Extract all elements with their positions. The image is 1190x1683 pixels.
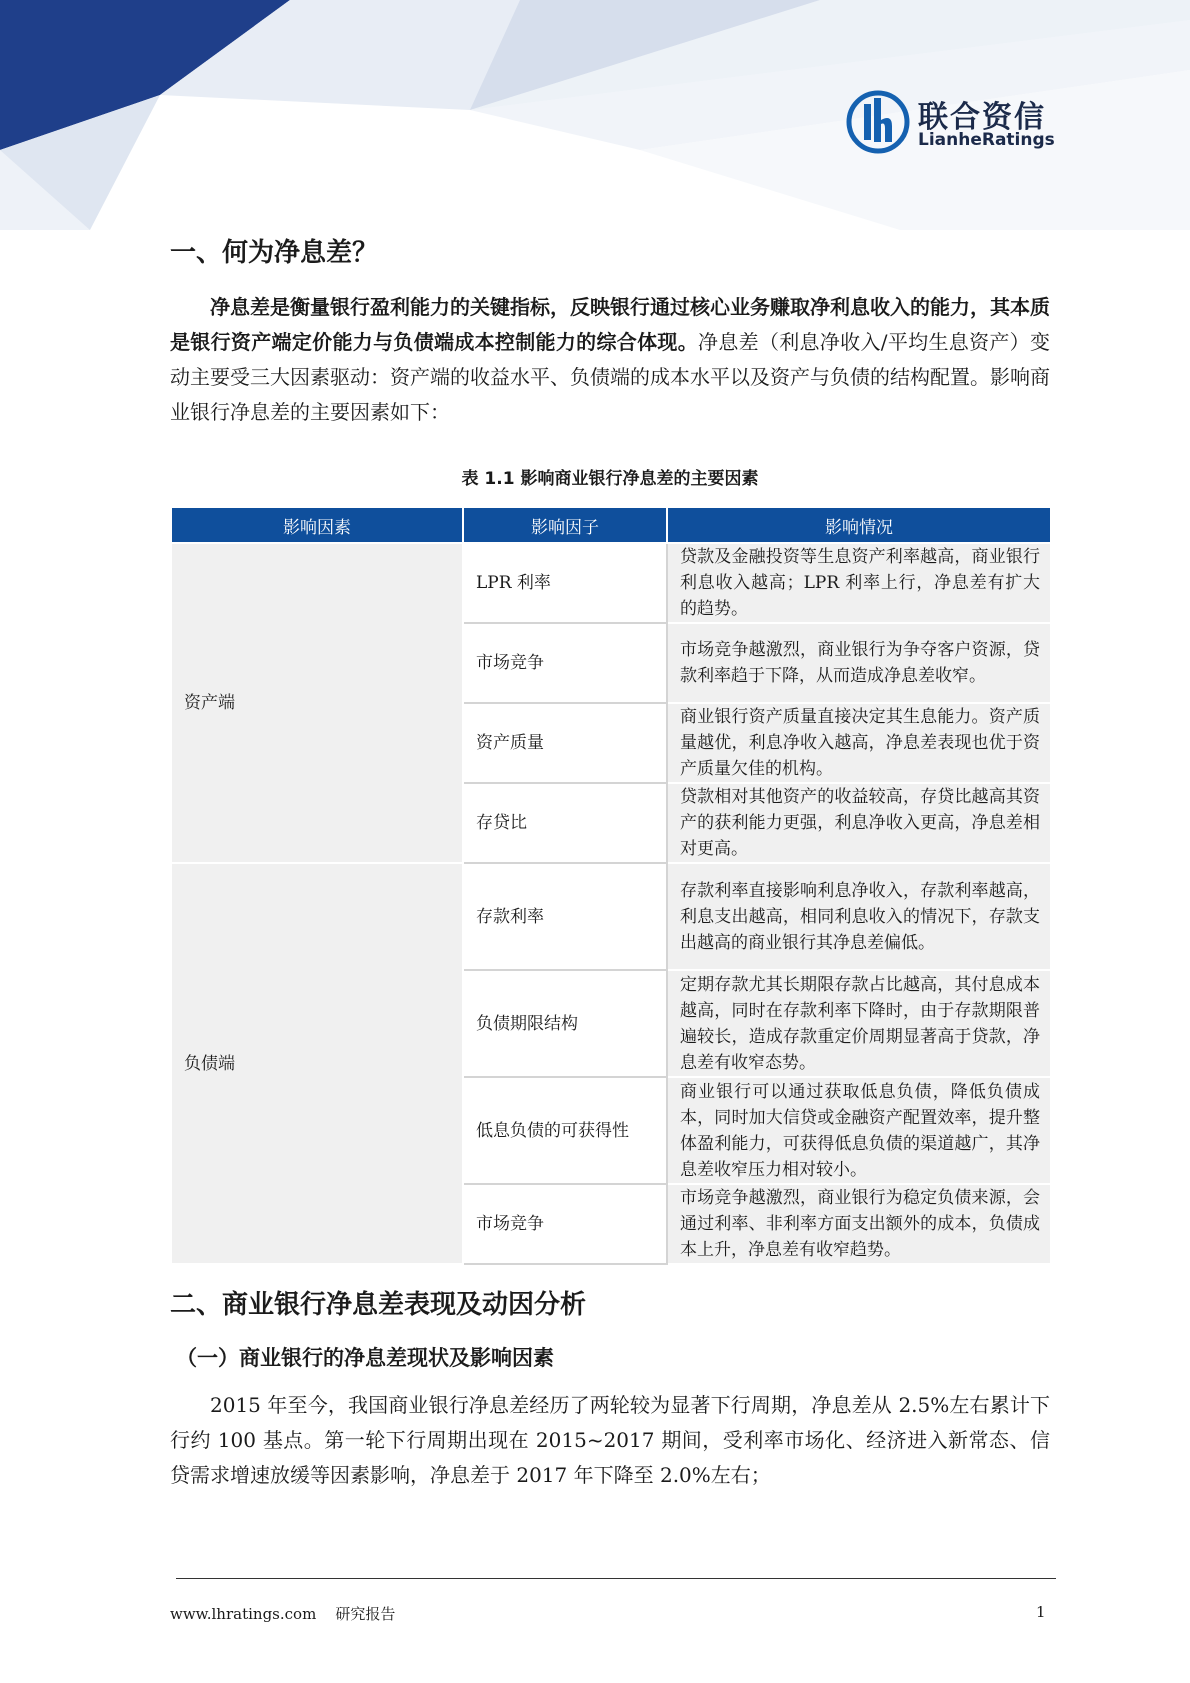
footer-divider (176, 1578, 1056, 1579)
section1-title: 一、何为净息差？ (170, 238, 379, 268)
factor-cell: 存贷比 (463, 783, 667, 863)
factors-table (170, 506, 1052, 1265)
section2-title: 二、商业银行净息差表现及动因分析 (170, 1290, 587, 1320)
factor-cell: 市场竞争 (463, 623, 667, 703)
section1-key-statement: 净息差是衡量银行盈利能力的关键指标，反映银行通过核心业务赚取净利息收入的能力，其本质是银行资产端定价能力与负债端成本控制能力的综合体现。 (170, 295, 1050, 354)
page-number: 1 (1036, 1603, 1046, 1621)
header-factor-category: 影响因素 (171, 507, 463, 543)
impact-cell: 市场竞争越激烈，商业银行为稳定负债来源，会通过利率、非利率方面支出额外的成本，负债成本上升，净息差有收窄趋势。 (667, 1184, 1051, 1264)
impact-cell: 存款利率直接影响利息净收入，存款利率越高，利息支出越高，相同利息收入的情况下，存款支出越高的商业银行其净息差偏低。 (667, 863, 1051, 970)
header-factor: 影响因子 (463, 507, 667, 543)
factor-cell: LPR 利率 (463, 543, 667, 623)
section2-paragraph: 2015 年至今，我国商业银行净息差经历了两轮较为显著下行周期，净息差从 2.5%左右累计下行约 100 基点。第一轮下行周期出现在 2015~2017 期间，受利率市场化、经济进入新常态、信贷需求增速放缓等因素影响，净息差于 2017 年下降至 2.0%左右； (170, 1393, 1050, 1487)
section2-subtitle: （一）商业银行的净息差现状及影响因素 (176, 1346, 554, 1370)
impact-cell: 定期存款尤其长期限存款占比越高，其付息成本越高，同时在存款利率下降时，由于存款期限普遍较长，造成存款重定价周期显著高于贷款，净息差有收窄态势。 (667, 970, 1051, 1077)
table-caption: 表 1.1 影响商业银行净息差的主要因素 (461, 469, 759, 489)
category-liability-side: 负债端 (171, 863, 463, 1264)
footer-site-and-type: www.lhratings.com 研究报告 (170, 1605, 396, 1623)
factor-cell: 存款利率 (463, 863, 667, 970)
logo (846, 90, 1056, 154)
impact-cell: 商业银行可以通过获取低息负债，降低负债成本，同时加大信贷或金融资产配置效率，提升整体盈利能力，可获得低息负债的渠道越广，其净息差收窄压力相对较小。 (667, 1077, 1051, 1184)
section1-body-text: 净息差（利息净收入/平均生息资产）变动主要受三大因素驱动：资产端的收益水平、负债端的成本水平以及资产与负债的结构配置。影响商业银行净息差的主要因素如下： (170, 330, 1050, 424)
table-header-row (171, 507, 1051, 543)
section1-paragraph (170, 290, 1050, 430)
impact-cell: 商业银行资产质量直接决定其生息能力。资产质量越优，利息净收入越高，净息差表现也优于资产质量欠佳的机构。 (667, 703, 1051, 783)
impact-cell: 贷款及金融投资等生息资产利率越高，商业银行利息收入越高；LPR 利率上行，净息差有扩大的趋势。 (667, 543, 1051, 623)
impact-cell: 贷款相对其他资产的收益较高，存贷比越高其资产的获利能力更强，利息净收入更高，净息差相对更高。 (667, 783, 1051, 863)
category-asset-side: 资产端 (171, 543, 463, 863)
table-row (171, 543, 1051, 623)
factor-cell: 资产质量 (463, 703, 667, 783)
logo-chinese-name: 联合资信 (918, 100, 1046, 135)
logo-english-name: LianheRatings (918, 130, 1055, 150)
lianhe-logo-icon (846, 90, 910, 154)
factor-cell: 负债期限结构 (463, 970, 667, 1077)
impact-cell: 市场竞争越激烈，商业银行为争夺客户资源，贷款利率趋于下降，从而造成净息差收窄。 (667, 623, 1051, 703)
header-impact: 影响情况 (667, 507, 1051, 543)
table-row (171, 863, 1051, 970)
factor-cell: 市场竞争 (463, 1184, 667, 1264)
factor-cell: 低息负债的可获得性 (463, 1077, 667, 1184)
